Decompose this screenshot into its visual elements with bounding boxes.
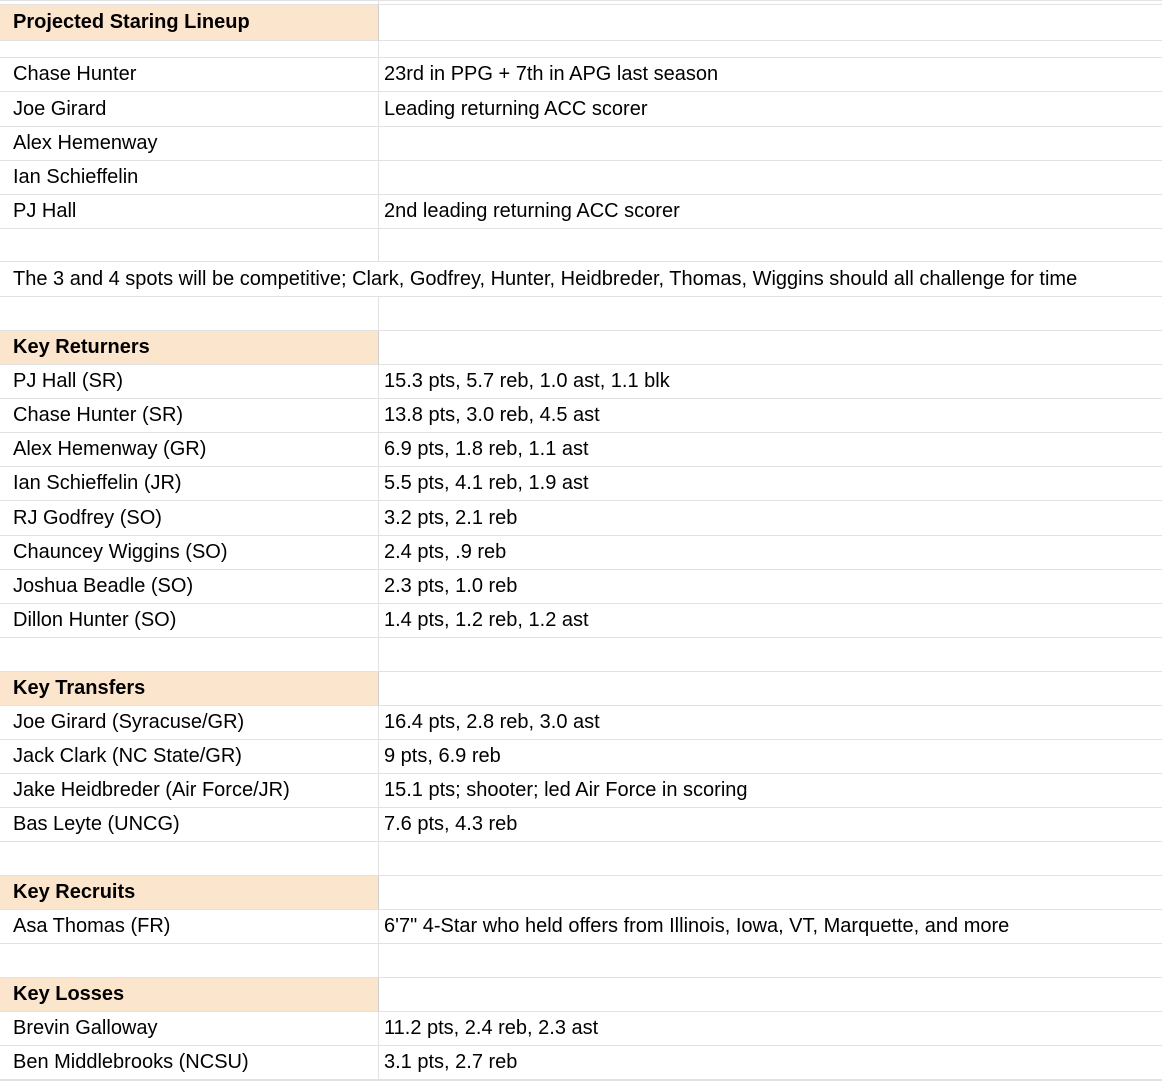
sheet-cell[interactable] xyxy=(0,229,379,262)
player-cell[interactable]: Ian Schieffelin xyxy=(0,161,379,195)
sheet-cell[interactable] xyxy=(0,638,379,672)
stat-cell[interactable]: 11.2 pts, 2.4 reb, 2.3 ast xyxy=(379,1012,1162,1046)
table-row xyxy=(0,706,1162,740)
section-header-row xyxy=(0,5,1162,41)
stat-cell[interactable]: 15.3 pts, 5.7 reb, 1.0 ast, 1.1 blk xyxy=(379,365,1162,399)
player-cell[interactable]: PJ Hall xyxy=(0,195,379,229)
stat-cell[interactable]: 2.3 pts, 1.0 reb xyxy=(379,570,1162,604)
table-row xyxy=(0,1012,1162,1046)
stat-cell[interactable] xyxy=(379,127,1162,161)
sheet-cell[interactable] xyxy=(379,944,1162,978)
sheet-cell[interactable] xyxy=(379,672,1162,706)
section-header-cell[interactable]: Key Recruits xyxy=(0,876,379,910)
table-row xyxy=(0,195,1162,229)
stat-cell[interactable]: 6'7" 4-Star who held offers from Illinois, Iowa, VT, Marquette, and more xyxy=(379,910,1162,944)
blank-row xyxy=(0,842,1162,876)
stat-cell[interactable]: 2.4 pts, .9 reb xyxy=(379,536,1162,570)
table-row xyxy=(0,808,1162,842)
sheet-cell[interactable] xyxy=(379,876,1162,910)
sheet-row-gap xyxy=(0,41,1162,58)
player-cell[interactable]: Bas Leyte (UNCG) xyxy=(0,808,379,842)
player-cell[interactable]: Jake Heidbreder (Air Force/JR) xyxy=(0,774,379,808)
stat-cell[interactable]: 9 pts, 6.9 reb xyxy=(379,740,1162,774)
table-row xyxy=(0,501,1162,536)
section-header-cell[interactable]: Key Transfers xyxy=(0,672,379,706)
table-row xyxy=(0,604,1162,638)
table-row xyxy=(0,399,1162,433)
stat-cell[interactable]: Leading returning ACC scorer xyxy=(379,92,1162,127)
player-cell[interactable]: PJ Hall (SR) xyxy=(0,365,379,399)
player-cell[interactable]: Asa Thomas (FR) xyxy=(0,910,379,944)
sheet-cell[interactable] xyxy=(379,638,1162,672)
table-row xyxy=(0,127,1162,161)
table-row xyxy=(0,740,1162,774)
section-header-row xyxy=(0,876,1162,910)
sheet-cell[interactable] xyxy=(379,842,1162,876)
table-row xyxy=(0,433,1162,467)
player-cell[interactable]: Alex Hemenway (GR) xyxy=(0,433,379,467)
player-cell[interactable]: Alex Hemenway xyxy=(0,127,379,161)
blank-row xyxy=(0,944,1162,978)
sheet-cell[interactable] xyxy=(379,229,1162,262)
sheet-cell[interactable] xyxy=(379,5,1162,41)
player-cell[interactable]: RJ Godfrey (SO) xyxy=(0,501,379,536)
sheet-cell[interactable] xyxy=(0,1046,379,1081)
player-cell[interactable]: Joe Girard (Syracuse/GR) xyxy=(0,706,379,740)
stat-cell[interactable]: 13.8 pts, 3.0 reb, 4.5 ast xyxy=(379,399,1162,433)
blank-row xyxy=(0,229,1162,262)
stat-cell[interactable]: 7.6 pts, 4.3 reb xyxy=(379,808,1162,842)
sheet-cell[interactable] xyxy=(379,331,1162,365)
player-cell[interactable]: Jack Clark (NC State/GR) xyxy=(0,740,379,774)
section-header-cell[interactable]: Projected Staring Lineup xyxy=(0,5,379,41)
stat-cell[interactable]: 16.4 pts, 2.8 reb, 3.0 ast xyxy=(379,706,1162,740)
stat-cell[interactable] xyxy=(379,161,1162,195)
table-row xyxy=(0,92,1162,127)
table-row xyxy=(0,910,1162,944)
player-cell[interactable]: Joshua Beadle (SO) xyxy=(0,570,379,604)
section-header-row xyxy=(0,672,1162,706)
table-row xyxy=(0,570,1162,604)
table-row xyxy=(0,774,1162,808)
player-cell[interactable]: Brevin Galloway xyxy=(0,1012,379,1046)
table-row xyxy=(0,467,1162,501)
stat-cell[interactable]: 5.5 pts, 4.1 reb, 1.9 ast xyxy=(379,467,1162,501)
player-cell[interactable]: Ian Schieffelin (JR) xyxy=(0,467,379,501)
table-row xyxy=(0,365,1162,399)
stat-cell[interactable]: 23rd in PPG + 7th in APG last season xyxy=(379,58,1162,92)
table-row xyxy=(0,161,1162,195)
table-row xyxy=(0,536,1162,570)
player-cell[interactable]: Joe Girard xyxy=(0,92,379,127)
stat-cell[interactable]: 1.4 pts, 1.2 reb, 1.2 ast xyxy=(379,604,1162,638)
player-cell[interactable]: Chase Hunter xyxy=(0,58,379,92)
blank-row xyxy=(0,638,1162,672)
player-cell[interactable]: Ben Middlebrooks (NCSU) xyxy=(0,1046,379,1080)
sheet-cell[interactable] xyxy=(0,842,379,876)
note-row xyxy=(0,262,1162,297)
stat-cell[interactable]: 2nd leading returning ACC scorer xyxy=(379,195,1162,229)
sheet-cell[interactable] xyxy=(379,978,1162,1012)
sheet-cell[interactable] xyxy=(0,297,379,331)
table-row xyxy=(0,58,1162,92)
section-header-row xyxy=(0,331,1162,365)
stat-cell[interactable]: 3.2 pts, 2.1 reb xyxy=(379,501,1162,536)
stat-cell[interactable]: 15.1 pts; shooter; led Air Force in scoring xyxy=(379,774,1162,808)
sheet-cell[interactable] xyxy=(0,41,379,58)
sheet-cell[interactable] xyxy=(379,41,1162,58)
stat-cell[interactable]: 3.1 pts, 2.7 reb xyxy=(379,1046,1162,1080)
player-cell[interactable]: Chauncey Wiggins (SO) xyxy=(0,536,379,570)
blank-row xyxy=(0,297,1162,331)
section-header-cell[interactable]: Key Returners xyxy=(0,331,379,365)
player-cell[interactable]: Dillon Hunter (SO) xyxy=(0,604,379,638)
sheet-cell[interactable] xyxy=(379,1046,1162,1081)
note-cell[interactable]: The 3 and 4 spots will be competitive; Clark, Godfrey, Hunter, Heidbreder, Thomas, Wiggins should all challenge for time xyxy=(0,262,1162,297)
sheet-cell[interactable] xyxy=(379,297,1162,331)
stat-cell[interactable]: 6.9 pts, 1.8 reb, 1.1 ast xyxy=(379,433,1162,467)
section-header-cell[interactable]: Key Losses xyxy=(0,978,379,1012)
section-header-row xyxy=(0,978,1162,1012)
player-cell[interactable]: Chase Hunter (SR) xyxy=(0,399,379,433)
sheet-row-partial xyxy=(0,1046,1162,1081)
sheet-cell[interactable] xyxy=(0,944,379,978)
